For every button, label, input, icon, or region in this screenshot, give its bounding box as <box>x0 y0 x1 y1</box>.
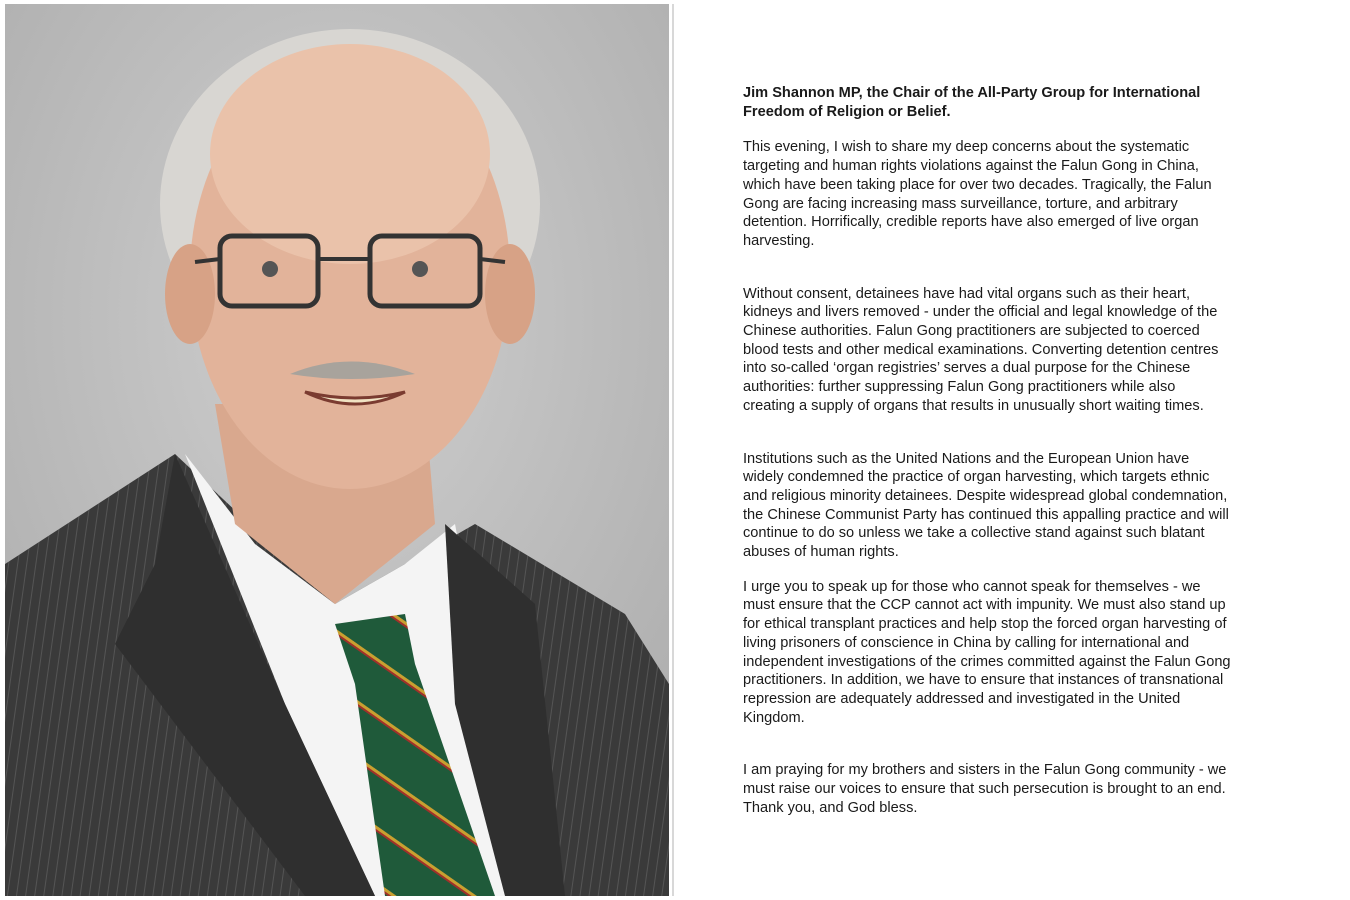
paragraph-line: blood tests and other medical examinations. Converting detention centres <box>743 341 1219 358</box>
paragraph-1 <box>743 138 1303 250</box>
paragraph-line: targeting and human rights violations against the Falun Gong in China, <box>743 158 1199 175</box>
paragraph-line: Without consent, detainees have had vital organs such as their heart, <box>743 285 1190 302</box>
paragraph-line: I am praying for my brothers and sisters in the Falun Gong community - we <box>743 762 1227 779</box>
paragraph-line: This evening, I wish to share my deep concerns about the systematic <box>743 139 1190 156</box>
paragraph-line: and religious minority detainees. Despite widespread global condemnation, <box>743 487 1228 504</box>
title-line: Freedom of Religion or Belief. <box>743 103 951 120</box>
paragraph-line: creating a supply of organs that results in unusually short waiting times. <box>743 397 1204 414</box>
paragraph-line: Gong are facing increasing mass surveillance, torture, and arbitrary <box>743 195 1178 212</box>
paragraph-line: independent investigations of the crimes committed against the Falun Gong <box>743 653 1231 670</box>
paragraph-line: Thank you, and God bless. <box>743 799 918 816</box>
paragraph-line: authorities: further suppressing Falun Gong practitioners while also <box>743 379 1176 396</box>
portrait-photo <box>5 4 669 896</box>
paragraph-line: Chinese authorities. Falun Gong practitioners are subjected to coerced <box>743 323 1200 340</box>
paragraph-line: living prisoners of conscience in China by calling for international and <box>743 634 1190 651</box>
paragraph-line: practitioners. In addition, we have to ensure that instances of transnational <box>743 672 1224 689</box>
paragraph-line: for ethical transplant practices and help stop the forced organ harvesting of <box>743 616 1227 633</box>
paragraph-3 <box>743 450 1303 562</box>
paragraph-line: continue to do so unless we take a collective stand against such blatant <box>743 525 1205 542</box>
paragraph-line: widely condemned the practice of organ harvesting, which targets ethnic <box>743 469 1210 486</box>
paragraph-5 <box>743 761 1303 817</box>
paragraph-line: Kingdom. <box>743 709 805 726</box>
paragraph-line: Institutions such as the United Nations and the European Union have <box>743 450 1190 467</box>
paragraph-line: harvesting. <box>743 232 815 249</box>
paragraph-line: repression are adequately addressed and investigated in the United <box>743 690 1181 707</box>
column-divider <box>672 4 674 896</box>
paragraph-line: must ensure that the CCP cannot act with impunity. We must also stand up <box>743 597 1226 614</box>
paragraph-line: I urge you to speak up for those who cannot speak for themselves - we <box>743 578 1201 595</box>
statement-title <box>743 84 1303 121</box>
paragraph-line: into so-called ‘organ registries’ serves a dual purpose for the Chinese <box>743 360 1191 377</box>
statement-text <box>743 84 1303 818</box>
paragraph-line: detention. Horrifically, credible reports have also emerged of live organ <box>743 214 1199 231</box>
paragraph-line: which have been taking place for over two decades. Tragically, the Falun <box>743 176 1212 193</box>
paragraph-line: abuses of human rights. <box>743 544 899 561</box>
paragraph-line: kidneys and livers removed - under the official and legal knowledge of the <box>743 304 1218 321</box>
title-line: Jim Shannon MP, the Chair of the All-Party Group for International <box>743 85 1201 101</box>
paragraph-line: must raise our voices to ensure that such persecution is brought to an end. <box>743 781 1226 798</box>
paragraph-2 <box>743 285 1303 416</box>
paragraph-line: the Chinese Communist Party has continued this appalling practice and will <box>743 506 1229 523</box>
paragraph-4 <box>743 578 1303 728</box>
